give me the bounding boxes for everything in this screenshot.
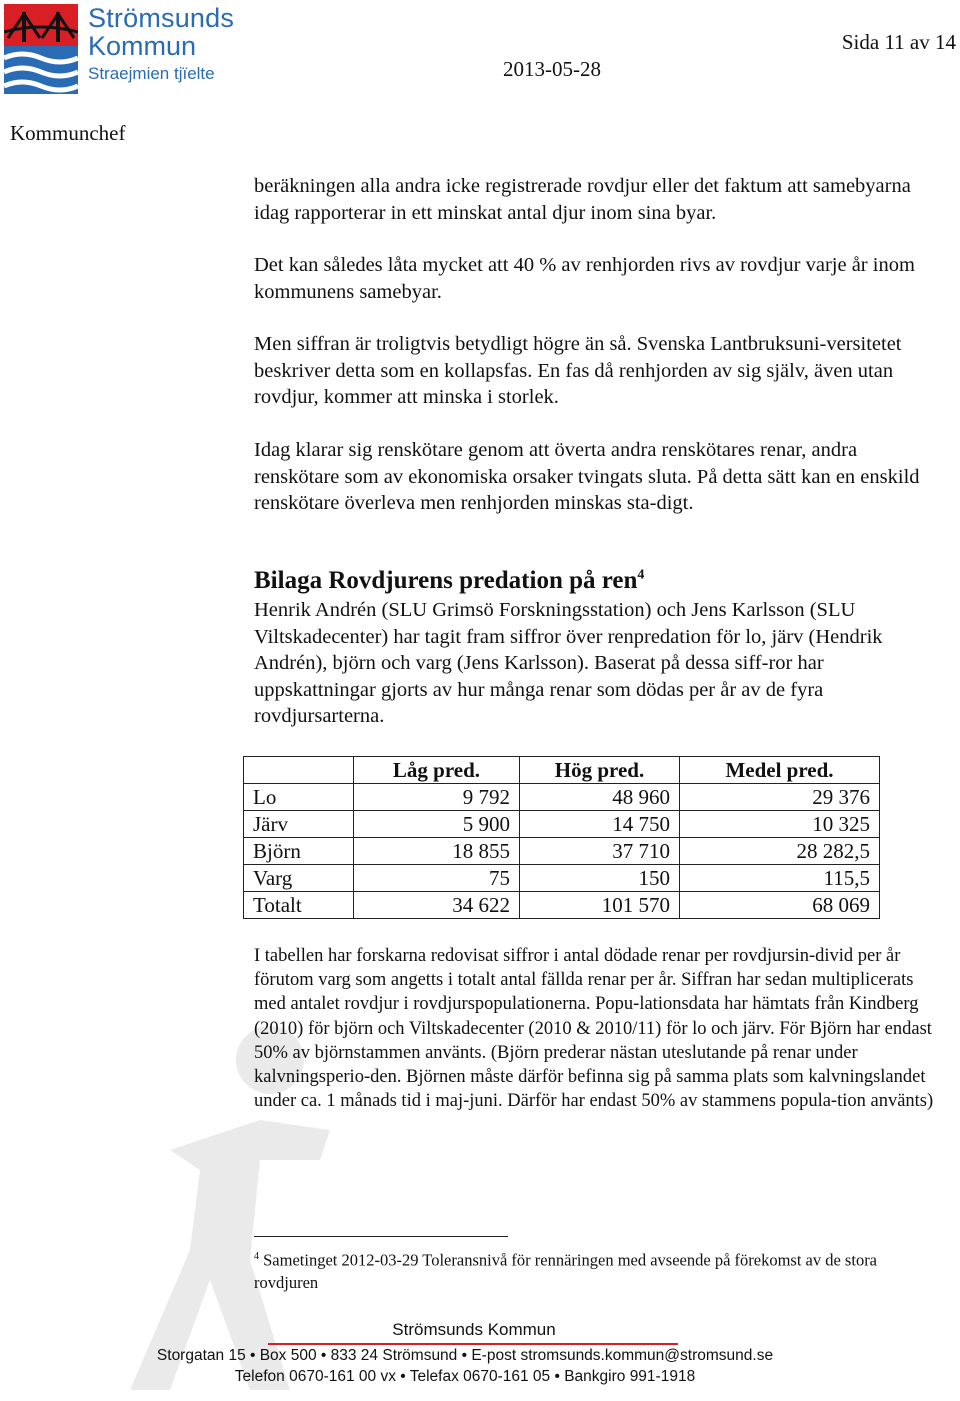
page-number: Sida 11 av 14: [841, 30, 956, 54]
table-cell: 101 570: [520, 892, 680, 919]
table-row-total: [244, 892, 880, 919]
table-row: [244, 865, 880, 892]
table-cell-species: Lo: [244, 784, 354, 811]
table-cell: 9 792: [354, 784, 520, 811]
document-date: 2013-05-28: [503, 57, 601, 81]
table-cell: 5 900: [354, 811, 520, 838]
footnote-divider: [254, 1236, 508, 1237]
logo-line-2: Kommun: [88, 31, 197, 61]
table-row: [244, 784, 880, 811]
paragraph-4: Idag klarar sig renskötare genom att överta andra renskötares renar, andra renskötare som av ekonomiska orsaker tvingats sluta. På detta sätt kan en enskild renskötare överleva men renhjorden minskas sta-digt.: [254, 439, 920, 514]
table-cell: 14 750: [520, 811, 680, 838]
department: Kommunchef: [10, 121, 126, 145]
table-row: [244, 838, 880, 865]
section-heading-text: Bilaga Rovdjurens predation på ren: [254, 567, 638, 594]
table-cell: 18 855: [354, 838, 520, 865]
table-cell: 28 282,5: [680, 838, 880, 865]
table-header-cell: [244, 757, 354, 784]
paragraph-1: beräkningen alla andra icke registrerade rovdjur eller det faktum att samebyarna idag rapporterar in ett minskat antal djur inom sina byar.: [254, 175, 911, 224]
table-cell: 10 325: [680, 811, 880, 838]
logo-line-3: Straejmien tjïelte: [88, 64, 215, 83]
paragraph-6: I tabellen har forskarna redovisat siffror i antal dödade renar per rovdjursin-divid per år förutom varg som angetts i totalt antal fällda renar per år. Siffran har sedan multiplicerats med antalet rovdjur i rovdjurspopulationerna. Popu-lationsdata har hämtats från Kindberg (2010) för björn och Viltskadecenter (2010 & 2010/11) för lo och järv. För Björn har endast 50% av björnstammen använts. (Björn prederar nästan uteslutande på renar under kalvningsperio-den. Björnen måste därför befinna sig på samma plats som kalvningslandet under ca. 1 månads tid i maj-juni. Därför har endast 50% av stammens popula-tion använts): [254, 946, 934, 1112]
footer-org-name: Strömsunds Kommun: [392, 1320, 556, 1339]
logo-line-1: Strömsunds: [88, 3, 235, 33]
table-header-cell: Hög pred.: [520, 757, 680, 784]
footnote-ref[interactable]: 4: [637, 567, 645, 583]
table-cell: 48 960: [520, 784, 680, 811]
predation-table: [243, 756, 880, 919]
logo-emblem-icon: [4, 4, 78, 94]
table-cell: 150: [520, 865, 680, 892]
footnote-number: 4: [254, 1251, 259, 1262]
table-cell-species: Järv: [244, 811, 354, 838]
table-cell: 34 622: [354, 892, 520, 919]
table-cell-species: Björn: [244, 838, 354, 865]
footer-address: Storgatan 15 • Box 500 • 833 24 Strömsund • E-post stromsunds.kommun@stromsund.se: [156, 1347, 774, 1364]
table-cell-species: Varg: [244, 865, 354, 892]
table-row: [244, 811, 880, 838]
paragraph-5: Henrik Andrén (SLU Grimsö Forskningsstation) och Jens Karlsson (SLU Viltskadecenter) har tagit fram siffror över renpredation för lo, järv (Hendrik Andrén), björn och varg (Jens Karlsson). Baserat på dessa siff-ror har uppskattningar gjorts av hur många renar som dödas per år av de fyra rovdjursarterna.: [254, 599, 883, 727]
table-cell: 75: [354, 865, 520, 892]
table-cell: 29 376: [680, 784, 880, 811]
table-cell: 68 069: [680, 892, 880, 919]
paragraph-3: Men siffran är troligtvis betydligt högre än så. Svenska Lantbruksuni-versitetet beskriver detta som en kollapsfas. En fas då renhjorden av sig själv, även utan rovdjur, kommer att minska i storlek.: [254, 333, 902, 408]
footer-contact: Telefon 0670-161 00 vx • Telefax 0670-161 05 • Bankgiro 991-1918: [234, 1368, 696, 1385]
table-cell: 115,5: [680, 865, 880, 892]
logo-wordmark: [88, 4, 234, 86]
footnote: [254, 1246, 934, 1294]
table-header-cell: Låg pred.: [354, 757, 520, 784]
table-header-cell: Medel pred.: [680, 757, 880, 784]
footnote-text: Sametinget 2012-03-29 Toleransnivå för rennäringen med avseende på förekomst av de stora rovdjuren: [254, 1250, 878, 1292]
table-header-row: [244, 757, 880, 784]
paragraph-2: Det kan således låta mycket att 40 % av renhjorden rivs av rovdjur varje år inom kommunens samebyar.: [254, 254, 915, 303]
table-cell-species: Totalt: [244, 892, 354, 919]
table-cell: 37 710: [520, 838, 680, 865]
footer-divider: [268, 1343, 678, 1345]
section-heading: [254, 567, 644, 595]
